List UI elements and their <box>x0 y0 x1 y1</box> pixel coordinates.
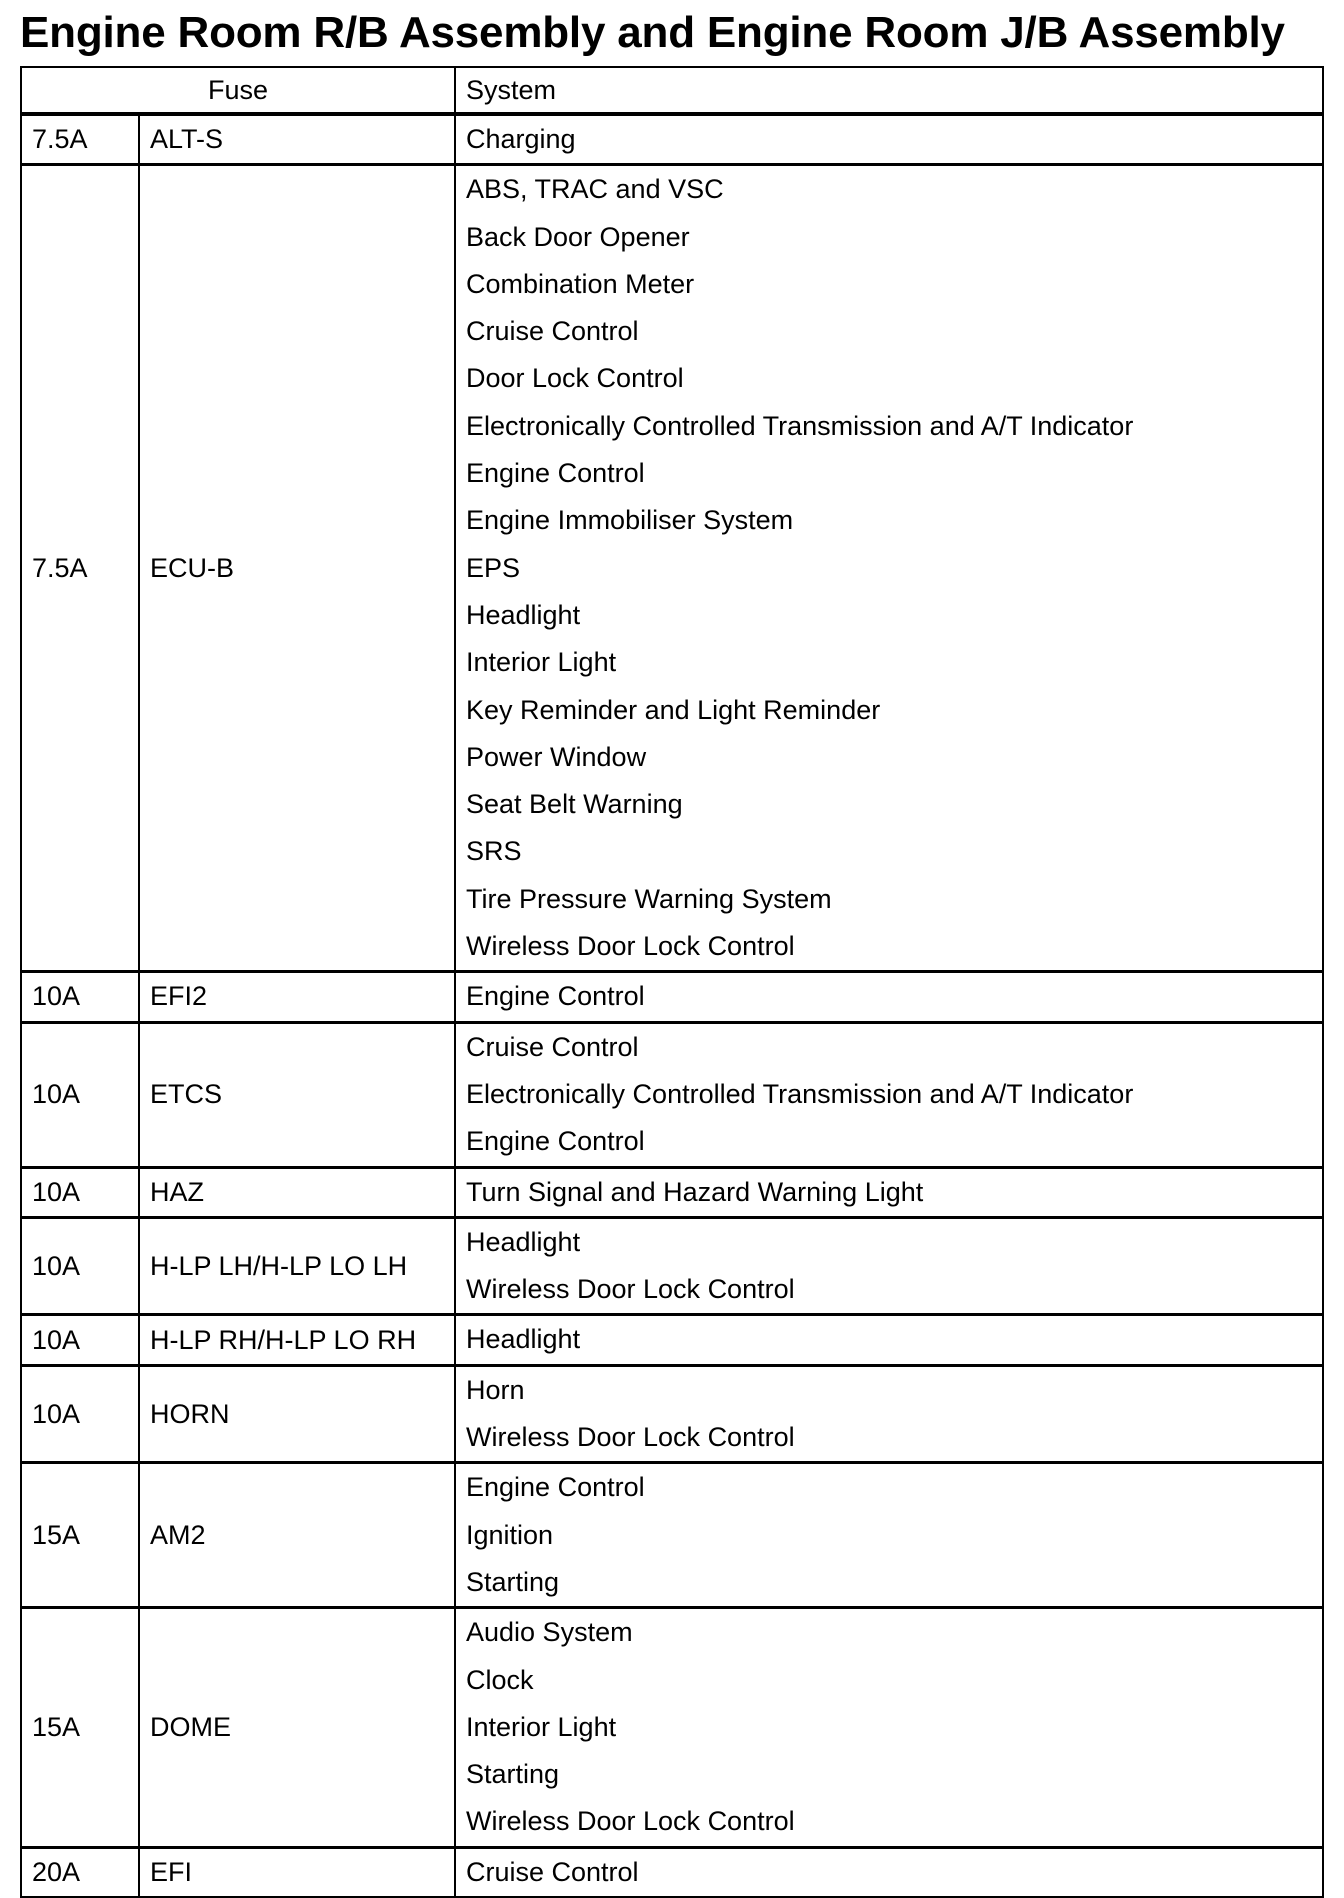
system-item: ABS, TRAC and VSC <box>466 174 724 205</box>
fuse-table-body <box>21 114 1323 1897</box>
system-item: Cruise Control <box>466 316 639 347</box>
fuse-amperage: 15A <box>21 1463 139 1608</box>
fuse-name: ECU-B <box>139 165 455 972</box>
system-item: Wireless Door Lock Control <box>466 931 795 962</box>
fuse-systems <box>455 1463 1323 1608</box>
table-row <box>21 1608 1323 1847</box>
system-item: Tire Pressure Warning System <box>466 883 832 914</box>
system-item: SRS <box>466 836 522 867</box>
fuse-systems <box>455 1608 1323 1847</box>
system-item: Interior Light <box>466 647 617 678</box>
system-item: Engine Control <box>466 1126 645 1157</box>
system-item: Power Window <box>466 741 647 772</box>
fuse-amperage: 10A <box>21 1167 139 1217</box>
system-item: Wireless Door Lock Control <box>466 1274 795 1305</box>
fuse-amperage: 10A <box>21 1365 139 1463</box>
table-header-row <box>21 67 1323 114</box>
table-row <box>21 1022 1323 1167</box>
table-row <box>21 972 1323 1022</box>
system-item: Combination Meter <box>466 268 695 299</box>
fuse-systems <box>455 165 1323 972</box>
fuse-name: EFI <box>139 1847 455 1897</box>
header-fuse: Fuse <box>21 67 455 114</box>
system-item: Cruise Control <box>466 1031 639 1062</box>
table-row <box>21 1315 1323 1365</box>
fuse-name: HORN <box>139 1365 455 1463</box>
fuse-systems <box>455 1022 1323 1167</box>
fuse-systems <box>455 1365 1323 1463</box>
fuse-table <box>20 66 1324 1898</box>
fuse-name: EFI2 <box>139 972 455 1022</box>
system-item: Door Lock Control <box>466 363 684 394</box>
fuse-amperage: 20A <box>21 1847 139 1897</box>
table-row <box>21 1167 1323 1217</box>
header-system: System <box>455 67 1323 114</box>
system-item: Turn Signal and Hazard Warning Light <box>466 1176 924 1207</box>
system-item: Engine Control <box>466 981 645 1012</box>
system-item: Ignition <box>466 1519 554 1550</box>
table-row <box>21 1463 1323 1608</box>
fuse-name: AM2 <box>139 1463 455 1608</box>
table-row <box>21 1365 1323 1463</box>
system-item: Wireless Door Lock Control <box>466 1806 795 1837</box>
system-item: Seat Belt Warning <box>466 789 683 820</box>
system-item: Cruise Control <box>466 1856 639 1887</box>
fuse-amperage: 15A <box>21 1608 139 1847</box>
fuse-amperage: 10A <box>21 1022 139 1167</box>
fuse-amperage: 7.5A <box>21 114 139 165</box>
system-item: Engine Control <box>466 458 645 489</box>
fuse-amperage: 10A <box>21 972 139 1022</box>
fuse-name: ALT-S <box>139 114 455 165</box>
system-item: Headlight <box>466 1226 581 1257</box>
system-item: Key Reminder and Light Reminder <box>466 694 881 725</box>
fuse-systems <box>455 1315 1323 1365</box>
system-item: Electronically Controlled Transmission and A/T Indicator <box>466 410 1134 441</box>
fuse-name: H-LP RH/H-LP LO RH <box>139 1315 455 1365</box>
fuse-name: H-LP LH/H-LP LO LH <box>139 1217 455 1315</box>
fuse-amperage: 10A <box>21 1315 139 1365</box>
system-item: Headlight <box>466 1324 581 1355</box>
table-row <box>21 1217 1323 1315</box>
table-row <box>21 114 1323 165</box>
page-title: Engine Room R/B Assembly and Engine Room J/B Assembly <box>20 8 1285 57</box>
fuse-amperage: 10A <box>21 1217 139 1315</box>
fuse-systems <box>455 1167 1323 1217</box>
system-item: Back Door Opener <box>466 221 690 252</box>
system-item: Wireless Door Lock Control <box>466 1422 795 1453</box>
fuse-systems <box>455 1847 1323 1897</box>
fuse-systems <box>455 972 1323 1022</box>
table-row <box>21 1847 1323 1897</box>
fuse-name: HAZ <box>139 1167 455 1217</box>
fuse-name: ETCS <box>139 1022 455 1167</box>
system-item: Engine Immobiliser System <box>466 505 794 536</box>
system-item: Horn <box>466 1374 525 1405</box>
system-item: Starting <box>466 1566 560 1597</box>
system-item: Clock <box>466 1664 534 1695</box>
fuse-name: DOME <box>139 1608 455 1847</box>
fuse-systems <box>455 114 1323 165</box>
system-item: Headlight <box>466 599 581 630</box>
system-item: Charging <box>466 124 576 154</box>
system-item: Engine Control <box>466 1472 645 1503</box>
table-row <box>21 165 1323 972</box>
fuse-amperage: 7.5A <box>21 165 139 972</box>
fuse-systems <box>455 1217 1323 1315</box>
system-item: Electronically Controlled Transmission and A/T Indicator <box>466 1078 1134 1109</box>
system-item: Starting <box>466 1759 560 1790</box>
system-item: Audio System <box>466 1617 633 1648</box>
system-item: Interior Light <box>466 1711 617 1742</box>
system-item: EPS <box>466 552 521 583</box>
